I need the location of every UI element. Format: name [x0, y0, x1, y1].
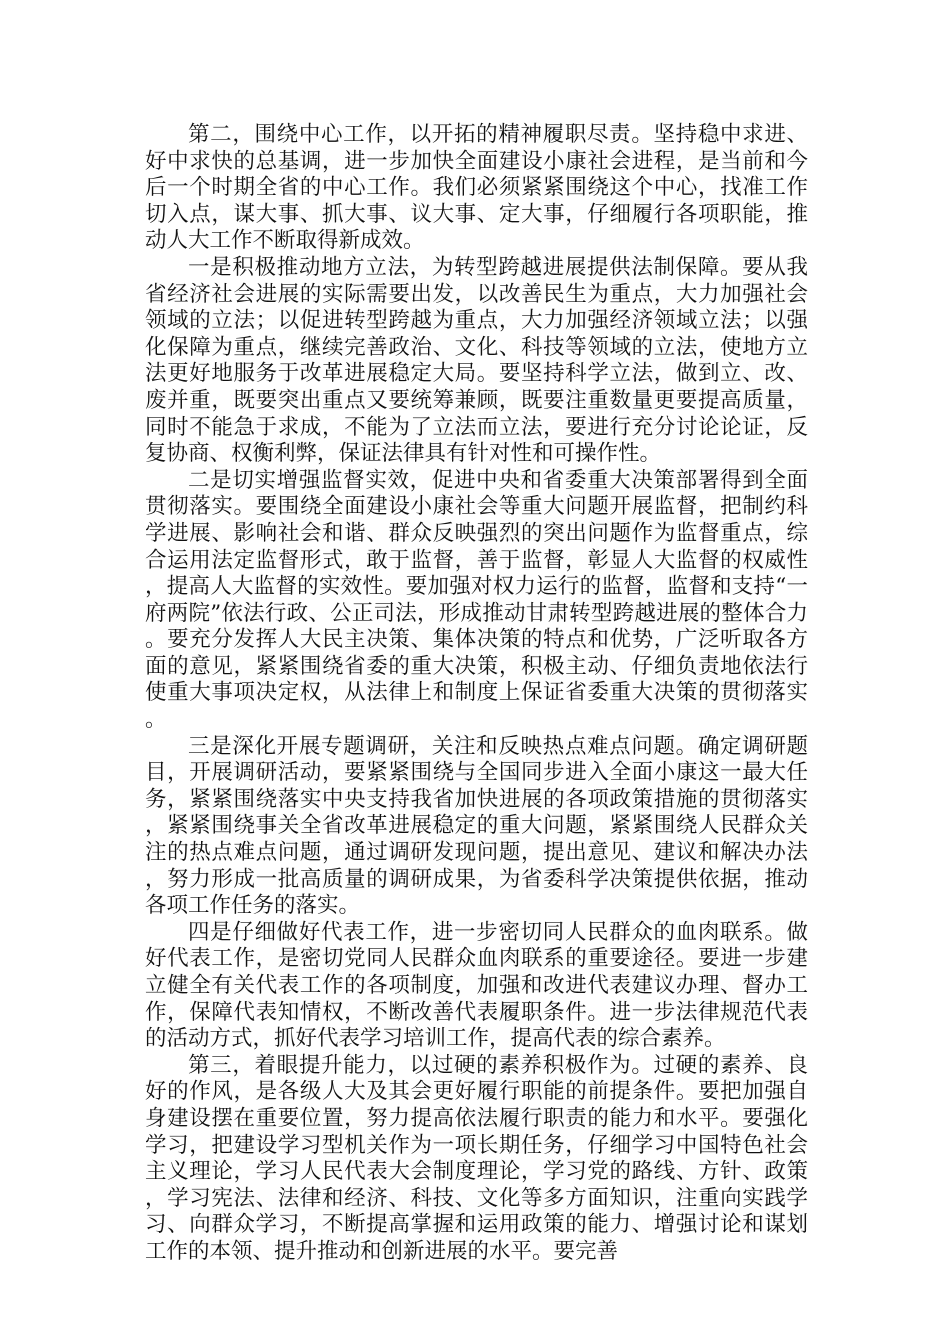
- paragraph-supervision: 二是切实增强监督实效，促进中央和省委重大决策部署得到全面贯彻落实。要围绕全面建设小康社会等重大问题开展监督，把制约科学进展、影响社会和谐、群众反映强烈的突出问题作为监督重点，综合运用法定监督形式，敢于监督，善于监督，彰显人大监督的权威性，提高人大监督的实效性。要加强对权力运行的监督，监督和支持“一府两院”依法行政、公正司法，形成推动甘肃转型跨越进展的整体合力。要充分发挥人大民主决策、集体决策的特点和优势，广泛听取各方面的意见，紧紧围绕省委的重大决策，积极主动、仔细负责地依法行使重大事项决定权，从法律上和制度上保证省委重大决策的贯彻落实。: [145, 467, 808, 733]
- paragraph-deputy-work: 四是仔细做好代表工作，进一步密切同人民群众的血肉联系。做好代表工作，是密切党同人民群众血肉联系的重要途径。要进一步建立健全有关代表工作的各项制度，加强和改进代表建议办理、督办工作，保障代表知情权，不断改善代表履职条件。进一步法律规范代表的活动方式，抓好代表学习培训工作，提高代表的综合素养。: [145, 919, 808, 1052]
- paragraph-local-legislation: 一是积极推动地方立法，为转型跨越进展提供法制保障。要从我省经济社会进展的实际需要出发，以改善民生为重点，大力加强社会领域的立法；以促进转型跨越为重点，大力加强经济领域立法；以强化保障为重点，继续完善政治、文化、科技等领域的立法，使地方立法更好地服务于改革进展稳定大局。要坚持科学立法，做到立、改、废并重，既要突出重点又要统筹兼顾，既要注重数量更要提高质量，同时不能急于求成，不能为了立法而立法，要进行充分讨论论证，反复协商、权衡利弊，保证法律具有针对性和可操作性。: [145, 254, 808, 467]
- paragraph-special-research: 三是深化开展专题调研，关注和反映热点难点问题。确定调研题目，开展调研活动，要紧紧围绕与全国同步进入全面小康这一最大任务，紧紧围绕落实中央支持我省加快进展的各项政策措施的贯彻落实，紧紧围绕事关全省改革进展稳定的重大问题，紧紧围绕人民群众关注的热点难点问题，通过调研发现问题，提出意见、建议和解决办法，努力形成一批高质量的调研成果，为省委科学决策提供依据，推动各项工作任务的落实。: [145, 733, 808, 919]
- paragraph-third-capability: 第三，着眼提升能力，以过硬的素养积极作为。过硬的素养、良好的作风，是各级人大及其会更好履行职能的前提条件。要把加强自身建设摆在重要位置，努力提高依法履行职责的能力和水平。要强化学习，把建设学习型机关作为一项长期任务，仔细学习中国特色社会主义理论，学习人民代表大会制度理论，学习党的路线、方针、政策，学习宪法、法律和经济、科技、文化等多方面知识，注重向实践学习、向群众学习，不断提高掌握和运用政策的能力、增强讨论和谋划工作的本领、提升推动和创新进展的水平。要完善: [145, 1052, 808, 1264]
- document-body: [145, 122, 808, 1266]
- paragraph-second-center-work: 第二，围绕中心工作，以开拓的精神履职尽责。坚持稳中求进、好中求快的总基调，进一步加快全面建设小康社会进程，是当前和今后一个时期全省的中心工作。我们必须紧紧围绕这个中心，找准工作切入点，谋大事、抓大事、议大事、定大事，仔细履行各项职能，推动人大工作不断取得新成效。: [145, 122, 808, 254]
